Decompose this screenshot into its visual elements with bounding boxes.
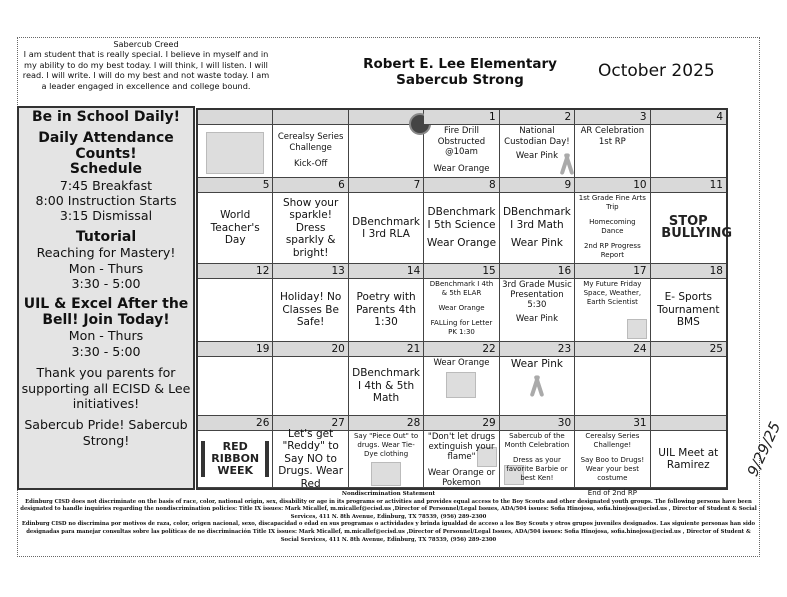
sidebar-text: Reaching for Mastery! [36, 245, 176, 261]
day-events [651, 279, 726, 341]
day-number [198, 110, 272, 125]
day-number: 26 [198, 416, 272, 431]
event-text: Wear Pink [515, 314, 558, 324]
day-events [349, 357, 423, 415]
day-events [198, 193, 272, 263]
event-text: End of 2nd RP [587, 489, 637, 497]
event-text: World Teacher's Day [210, 209, 260, 247]
event-text: Fire Drill Obstructed @10am [437, 126, 486, 157]
sidebar-tutorial-heading: Tutorial [75, 228, 137, 245]
day-events [198, 125, 272, 177]
day-number: 27 [273, 416, 347, 431]
day-events [575, 357, 649, 415]
day-events [651, 357, 726, 415]
day-events [273, 427, 347, 490]
day-number: 25 [651, 342, 726, 357]
sidebar-heading: Be in School Daily! [31, 109, 181, 125]
puzzle-piece-icon [371, 462, 401, 486]
event-text: 3rd Grade Music Presentation 5:30 [502, 280, 572, 310]
calendar-day [500, 178, 575, 264]
day-events [500, 125, 574, 177]
day-number: 4 [651, 110, 726, 125]
day-events [500, 357, 574, 415]
sidebar-text: 3:30 - 5:00 [71, 276, 141, 292]
calendar-day [198, 178, 273, 264]
day-number: 30 [500, 416, 574, 431]
event-text: Cerealsy Series Challenge! [585, 432, 640, 449]
page-title [340, 56, 580, 88]
red-ribbon-week-logo: RED RIBBON WEEK [201, 441, 269, 477]
creed-title: Sabercub Creed [113, 39, 179, 49]
calendar-day [500, 416, 575, 488]
day-events [651, 193, 733, 263]
day-number: 24 [575, 342, 649, 357]
calendar-day [424, 342, 499, 416]
calendar-day [273, 110, 348, 178]
event-text: Wear Orange [433, 358, 490, 368]
calendar-month: October 2025 [598, 61, 715, 81]
event-text: Wear Orange [433, 163, 490, 174]
event-text: Wear Pink [515, 151, 558, 161]
day-number: 11 [651, 178, 726, 193]
calendar-day [500, 342, 575, 416]
calendar-day [424, 416, 499, 488]
event-text: Cerealsy Series Challenge [277, 132, 344, 153]
day-number: 1 [424, 110, 498, 125]
calendar-day [349, 110, 424, 178]
day-events [575, 431, 649, 497]
day-events [198, 357, 272, 415]
day-events [349, 193, 423, 263]
calendar-day [651, 342, 726, 416]
sidebar-text: 7:45 Breakfast [59, 177, 153, 193]
event-text: Wear Orange [438, 304, 485, 312]
sidebar-text: Mon - Thurs [68, 328, 144, 344]
day-number: 15 [424, 264, 498, 279]
calendar-day [500, 264, 575, 342]
creed-text: I am student that is really special. I believe in myself and in my ability to do my best today. I will think, I will listen. I will read. I will write. I will do my best and not waste today. I am a leader engaged in excellence and college bound. [22, 49, 270, 91]
day-events [273, 279, 347, 341]
event-text: Sabercub of the Month Celebration [504, 432, 570, 449]
day-events [349, 125, 423, 177]
calendar-day [575, 342, 650, 416]
sidebar-text: 3:15 Dismissal [59, 208, 153, 224]
day-events [424, 279, 498, 341]
sidebar-schedule-heading: Schedule [69, 161, 143, 178]
calendar-day [349, 178, 424, 264]
calendar-day [273, 416, 348, 488]
event-text: Wear Orange [426, 237, 497, 250]
day-number: 29 [424, 416, 498, 431]
day-events [198, 279, 272, 341]
day-number: 14 [349, 264, 423, 279]
event-text: Let's get "Reddy" to Say NO to Drugs. Wear Red [278, 427, 344, 490]
calendar-day [198, 110, 273, 178]
event-text: Say "Piece Out" to drugs. Wear Tie-Dye clothing [353, 432, 419, 458]
bullying-prevention-hand-icon [206, 132, 264, 174]
calendar-day [651, 416, 726, 488]
day-events [349, 279, 423, 341]
event-text: 1st Grade Fine Arts Trip [578, 194, 646, 211]
nondiscrimination-statement [19, 491, 758, 544]
sidebar-uil-heading: UIL & Excel After the Bell! Join Today! [23, 296, 189, 328]
event-text: Show your sparkle! Dress sparkly & bright! [282, 196, 339, 259]
day-events [651, 125, 726, 177]
day-events [651, 431, 726, 487]
calendar-day [273, 178, 348, 264]
day-events [273, 125, 347, 177]
day-events [500, 279, 574, 341]
info-sidebar [17, 106, 195, 490]
school-name: Robert E. Lee Elementary [363, 56, 557, 72]
calendar-day [198, 416, 273, 488]
day-events [349, 431, 423, 487]
calendar-day [424, 110, 499, 178]
day-events [575, 279, 649, 341]
event-text: DBenchmark I 3rd RLA [352, 215, 421, 240]
day-events [198, 431, 272, 487]
earth-and-rocket-icon [627, 319, 647, 339]
event-text: UIL Meet at Ramirez [658, 446, 719, 471]
day-number: 5 [198, 178, 272, 193]
event-text: Poetry with Parents 4th 1:30 [356, 291, 416, 329]
calendar-day [575, 110, 650, 178]
calendar-day [273, 342, 348, 416]
calendar-day [651, 264, 726, 342]
sign-language-hand-icon [446, 372, 476, 398]
sidebar-attendance: Daily Attendance Counts! [38, 130, 174, 162]
stop-bullying-logo: STOP BULLYING [661, 214, 733, 241]
day-events [424, 193, 498, 263]
sidebar-thanks: Thank you parents for supporting all ECISD & Lee initiatives! [21, 365, 191, 411]
day-number: 18 [651, 264, 726, 279]
day-number: 19 [198, 342, 272, 357]
event-text: DBenchmark I 5th Science [427, 206, 496, 231]
event-text: FALLing for Letter PK 1:30 [430, 319, 493, 336]
event-text: Holiday! No Classes Be Safe! [279, 291, 342, 329]
calendar-day [575, 416, 650, 497]
calendar-day [198, 264, 273, 342]
calendar-day [651, 178, 733, 264]
day-number: 3 [575, 110, 649, 125]
sidebar-text: 3:30 - 5:00 [71, 343, 141, 359]
sabercub-creed [19, 39, 273, 91]
day-number: 10 [575, 178, 649, 193]
event-text: AR Celebration 1st RP [580, 126, 645, 147]
day-events [424, 125, 498, 177]
day-number: 28 [349, 416, 423, 431]
handwritten-signature: 9/29/25 [743, 418, 785, 480]
footer-english: Edinburg CISD does not discriminate on the basis of race, color, national origin, sex, disability or age in its programs or activities and provides equal access to the Boy Scouts and other designated youth groups. The following persons have been designated to handle inquiries regarding the nondiscrimination policies: Title IX issues: Mark Micallef, m.micallef@ecisd.us ,Director of Personnel/Legal Issues, ADA/504 issues: Sofia Hinojosa, sofia.hinojosa@ecisd.us , Director of Student & Social Services, 411 N. 8th Avenue, Edinburg, TX 78539, (956) 289-2300 [20, 498, 757, 520]
event-text: "Don't let drugs extinguish your flame" [427, 432, 496, 462]
calendar-day [349, 342, 424, 416]
event-text: Kick-Off [293, 159, 328, 170]
event-text: 2nd RP Progress Report [583, 242, 641, 259]
day-events [575, 125, 649, 177]
day-number: 16 [500, 264, 574, 279]
calendar-day [273, 264, 348, 342]
day-number [651, 416, 726, 431]
event-text: Say Boo to Drugs! Wear your best costume [580, 456, 645, 482]
sidebar-text: Mon - Thurs [68, 260, 144, 276]
event-text: Homecoming Dance [589, 218, 636, 235]
event-text: E- Sports Tournament BMS [657, 291, 720, 329]
day-events [500, 193, 574, 263]
footer-heading: Nondiscrimination Statement [341, 491, 436, 497]
day-number: 13 [273, 264, 347, 279]
event-text: National Custodian Day! [504, 126, 570, 147]
day-number: 21 [349, 342, 423, 357]
event-text: DBenchmark I 4th & 5th Math [352, 367, 421, 405]
calendar-day [424, 178, 499, 264]
day-number: 9 [500, 178, 574, 193]
event-text: DBenchmark I 4th & 5th ELAR [429, 280, 494, 297]
event-text: My Future Friday Space, Weather, Earth Scientist [583, 280, 642, 306]
event-text: DBenchmark I 3rd Math [502, 206, 571, 231]
day-events [273, 193, 347, 263]
day-number: 23 [500, 342, 574, 357]
day-number: 7 [349, 178, 423, 193]
day-number: 31 [575, 416, 649, 431]
calendar-day [575, 178, 650, 264]
pink-ribbon-icon [532, 375, 542, 397]
day-number: 12 [198, 264, 272, 279]
day-number: 17 [575, 264, 649, 279]
day-number: 8 [424, 178, 498, 193]
day-number [273, 110, 347, 125]
calendar-day [575, 264, 650, 342]
day-number: 22 [424, 342, 498, 357]
event-text: Wear Pink [510, 237, 563, 250]
event-text: Wear Pink [510, 358, 563, 370]
day-number: 6 [273, 178, 347, 193]
day-events [424, 357, 498, 415]
event-text: Wear Orange or Pokemon [427, 468, 496, 488]
calendar-day [349, 416, 424, 488]
day-events [273, 357, 347, 415]
sidebar-pride: Sabercub Pride! Sabercub Strong! [24, 417, 188, 448]
calendar-day [500, 110, 575, 178]
day-events [424, 431, 498, 487]
event-text: Dress as your favorite Barbie or best Ken! [506, 456, 568, 482]
day-number: 20 [273, 342, 347, 357]
day-events [575, 193, 649, 263]
calendar-day [424, 264, 499, 342]
footer-spanish: Edinburg CISD no discrimina por motivos de raza, color, origen nacional, sexo, discapacidad o edad en sus programas o actividades y brinda igualdad de acceso a los Boy Scouts y otros grupos juveniles designados. Las siguiente personas han sido designadas para manejar consultas sobre las políticas de no discriminación Title IX issues: Mark Micallef, m.micallef@ecisd.us ,Director of Personnel/Legal Issues, ADA/504 issues: Sofia Hinojosa, sofia.hinojosa@ecisd.us , Director of Student & Social Services, 411 N. 8th Avenue, Edinburg, TX 78539, (956) 289-2300 [21, 521, 756, 543]
day-number: 2 [500, 110, 574, 125]
pink-ribbon-icon [562, 153, 572, 175]
calendar-day [198, 342, 273, 416]
sidebar-text: 8:00 Instruction Starts [35, 193, 177, 209]
calendar-day [349, 264, 424, 342]
school-motto: Sabercub Strong [396, 72, 524, 88]
day-events [500, 431, 574, 487]
calendar-day [651, 110, 726, 178]
